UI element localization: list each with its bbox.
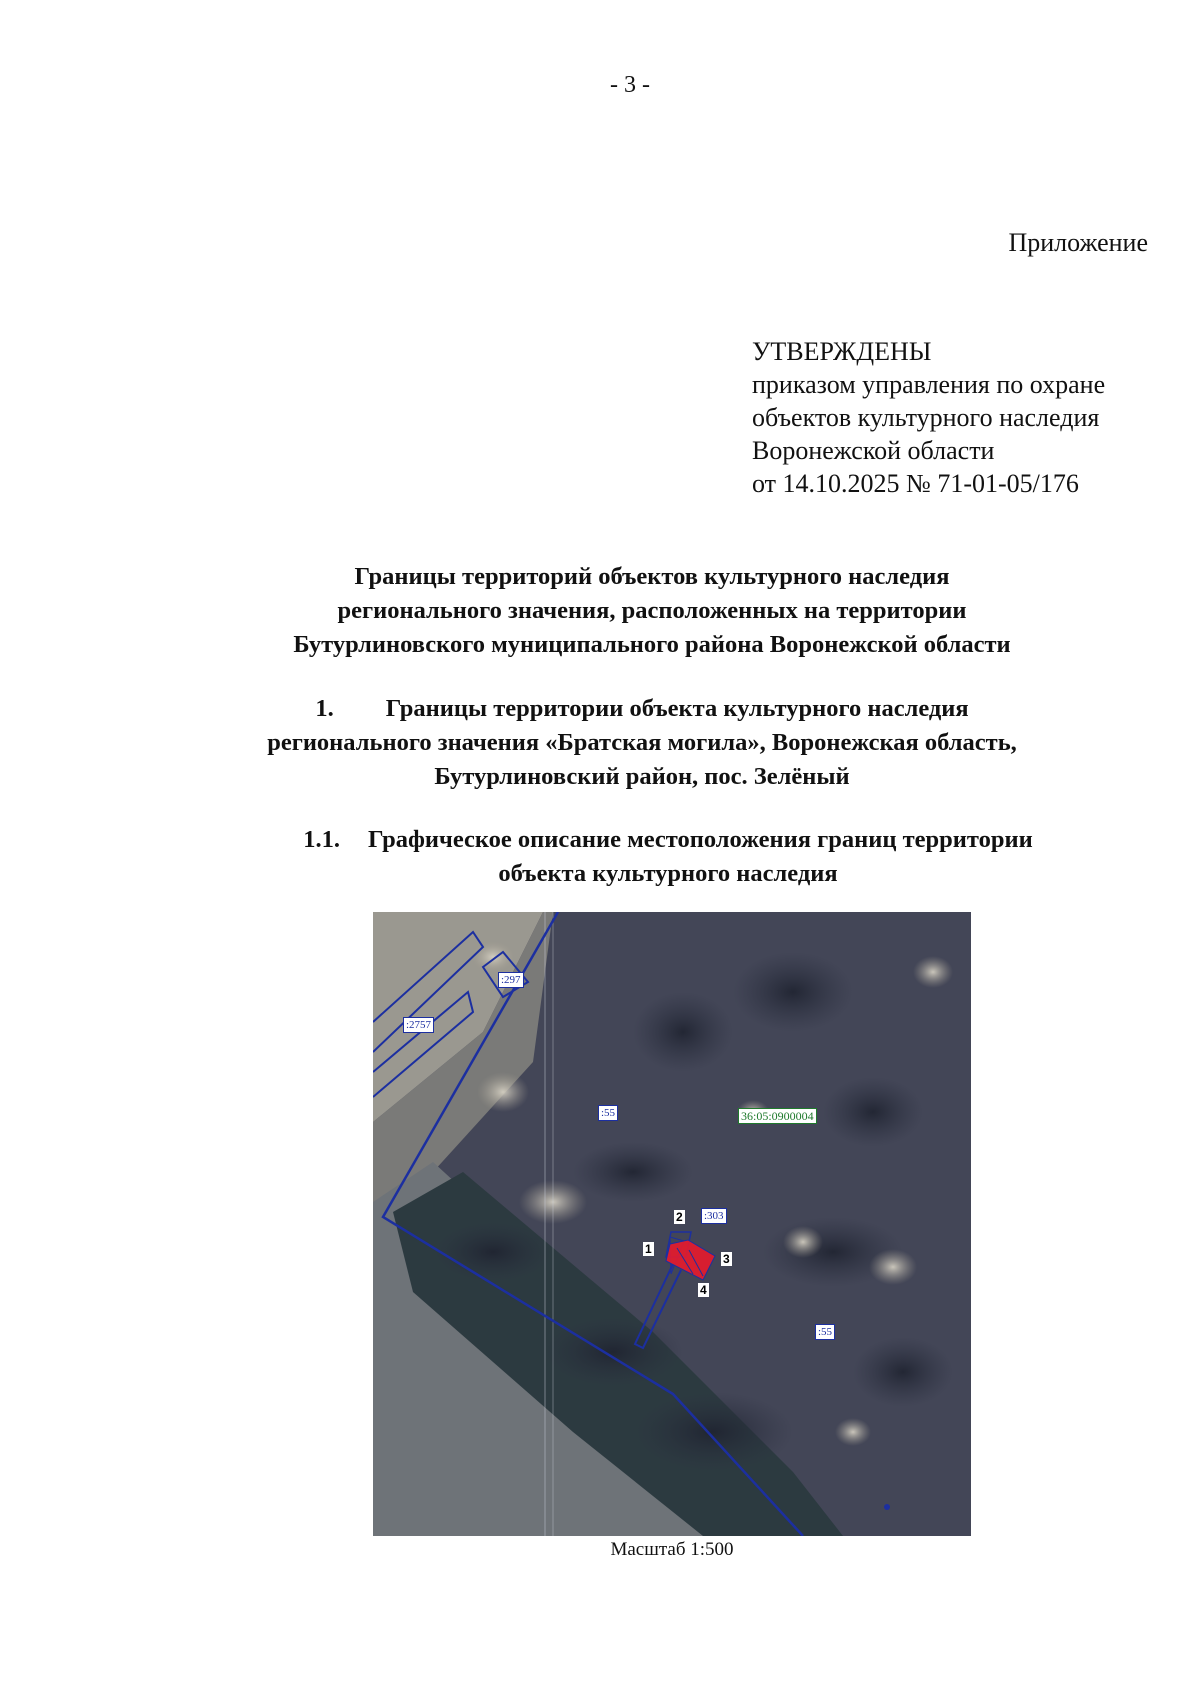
section-title: Графическое описание местоположения границ территории (368, 826, 1033, 853)
cadastral-block-label: 36:05:0900004 (738, 1108, 817, 1124)
section-number: 1.1. (303, 826, 341, 853)
section-title: Границы территории объекта культурного наследия (385, 695, 969, 722)
approval-line: приказом управления по охране (752, 370, 1106, 399)
map-imagery (373, 912, 971, 1536)
section-heading-line: Бутурлиновский район, пос. Зелёный (434, 763, 850, 790)
boundary-point-label: 3 (723, 1252, 730, 1266)
main-heading (52, 560, 1200, 662)
appendix-label: Приложение (1008, 228, 1148, 257)
main-heading-line: регионального значения, расположенных на территории (337, 597, 967, 624)
approval-block (752, 335, 1105, 500)
approval-line: Воронежской области (752, 436, 995, 465)
section-heading-line (68, 823, 1200, 857)
main-heading-line: Границы территорий объектов культурного наследия (354, 563, 950, 590)
approval-line: объектов культурного наследия (752, 403, 1100, 432)
parcel-label: :55 (815, 1324, 835, 1340)
section-heading-line (42, 692, 1200, 726)
approval-title: УТВЕРЖДЕНЫ (752, 337, 932, 366)
section-heading-line: регионального значения «Братская могила», Воронежская область, (267, 729, 1017, 756)
boundary-point-label: 1 (645, 1242, 652, 1256)
parcel-label: :2757 (403, 1017, 434, 1033)
approval-date-number: от 14.10.2025 № 71-01-05/176 (752, 469, 1079, 498)
parcel-label: :297 (498, 972, 524, 988)
section-1-heading (42, 692, 1200, 794)
section-1-1-heading (68, 823, 1200, 891)
main-heading-line: Бутурлиновского муниципального района Воронежской области (293, 631, 1011, 658)
satellite-map (373, 912, 971, 1536)
page-number: - 3 - (610, 72, 650, 98)
parcel-label: :303 (701, 1208, 727, 1224)
section-number: 1. (315, 695, 334, 722)
section-heading-line: объекта культурного наследия (498, 860, 838, 887)
boundary-point-label: 4 (700, 1283, 707, 1297)
boundary-point-label: 2 (676, 1210, 683, 1224)
parcel-label: :55 (598, 1105, 618, 1121)
map-scale-caption: Масштаб 1:500 (610, 1539, 734, 1560)
